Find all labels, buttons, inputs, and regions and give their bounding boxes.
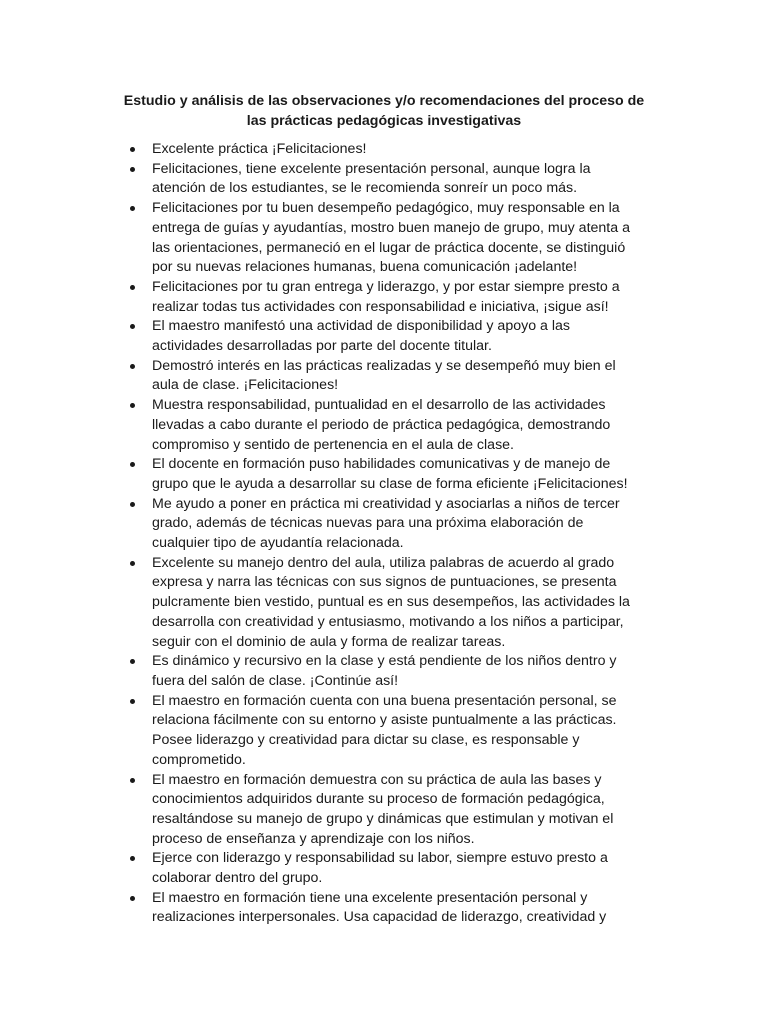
observation-item [124,140,664,160]
observation-item [124,317,664,356]
observation-item [124,652,664,691]
observation-item [124,199,664,278]
observation-text-line: Ejerce con liderazgo y responsabilidad su labor, siempre estuvo presto a [152,850,608,867]
observation-item [124,889,664,928]
observation-text-line: fuera del salón de clase. ¡Continúe así! [152,672,399,689]
observation-text-line: grupo que le ayuda a desarrollar su clase de forma eficiente ¡Felicitaciones! [152,475,628,492]
observation-text-line: El maestro manifestó una actividad de disponibilidad y apoyo a las [152,318,570,335]
observation-text-line: Muestra responsabilidad, puntualidad en el desarrollo de las actividades [152,397,606,414]
observation-item [124,455,664,494]
observation-text-line: relaciona fácilmente con su entorno y asiste puntualmente a las prácticas. [152,712,617,729]
observations-list [124,140,664,928]
observation-item [124,396,664,455]
document-title [100,92,668,131]
observation-text-line: El maestro en formación cuenta con una buena presentación personal, se [152,692,617,709]
observation-text-line: realizaciones interpersonales. Usa capacidad de liderazgo, creatividad y [152,909,607,926]
observation-text-line: El maestro en formación demuestra con su práctica de aula las bases y [152,771,602,788]
document-title-line: las prácticas pedagógicas investigativas [246,112,522,129]
observation-text-line: realizar todas tus actividades con responsabilidad e iniciativa, ¡sigue así! [152,298,609,315]
observation-text-line: comprometido. [152,751,246,768]
observation-item [124,357,664,396]
observation-text-line: seguir con el dominio de aula y forma de realizar tareas. [152,633,506,650]
document-title-line: Estudio y análisis de las observaciones y/o recomendaciones del proceso de [123,93,645,109]
observation-text-line: Excelente práctica ¡Felicitaciones! [152,141,367,157]
observation-text-line: Excelente su manejo dentro del aula, utiliza palabras de acuerdo al grado [152,554,615,571]
observation-text-line: proceso de enseñanza y aprendizaje con los niños. [152,830,475,847]
observation-text-line: Felicitaciones por tu buen desempeño pedagógico, muy responsable en la [152,200,620,217]
observation-text-line: Felicitaciones por tu gran entrega y liderazgo, y por estar siempre presto a [152,278,620,295]
observation-text-line: pulcramente bien vestido, puntual es en sus desempeños, las actividades la [152,594,630,611]
observation-text-line: colaborar dentro del grupo. [152,870,323,887]
observation-item [124,495,664,554]
observation-text-line: grado, además de técnicas nuevas para una próxima elaboración de [152,515,584,532]
observation-text-line: actividades desarrolladas por parte del docente titular. [152,338,492,355]
observation-text-line: Es dinámico y recursivo en la clase y está pendiente de los niños dentro y [152,653,617,670]
observation-text-line: desarrolla con creatividad y entusiasmo, motivando a los niños a participar, [152,613,624,630]
observation-item [124,554,664,653]
observation-text-line: las orientaciones, permaneció en el lugar de práctica docente, se distinguió [152,239,626,256]
observation-text-line: Demostró interés en las prácticas realizadas y se desempeñó muy bien el [152,357,616,374]
observation-item [124,160,664,199]
observation-text-line: entrega de guías y ayudantías, mostro buen manejo de grupo, muy atenta a [152,219,630,236]
observation-item [124,692,664,771]
observation-text-line: Me ayudo a poner en práctica mi creatividad y asociarlas a niños de tercer [152,495,620,512]
observation-text-line: El maestro en formación tiene una excelente presentación personal y [152,889,588,906]
observation-text-line: cualquier tipo de ayudantía relacionada. [152,535,404,552]
observation-text-line: por su nuevas relaciones humanas, buena comunicación ¡adelante! [152,259,578,276]
observation-text-line: atención de los estudiantes, se le recomienda sonreír un poco más. [152,180,578,197]
observation-item [124,771,664,850]
observation-text-line: El docente en formación puso habilidades comunicativas y de manejo de [152,456,611,473]
observation-text-line: Felicitaciones, tiene excelente presentación personal, aunque logra la [152,160,591,177]
observation-item [124,849,664,888]
observation-text-line: llevadas a cabo durante el periodo de práctica pedagógica, demostrando [152,416,611,433]
observation-text-line: Posee liderazgo y creatividad para dictar su clase, es responsable y [152,732,580,749]
observation-text-line: compromiso y sentido de pertenencia en el aula de clase. [152,436,514,453]
observation-text-line: resaltándose su manejo de grupo y dinámicas que estimulan y motivan el [152,810,614,827]
observation-item [124,278,664,317]
observation-text-line: aula de clase. ¡Felicitaciones! [152,377,339,394]
observation-text-line: conocimientos adquiridos durante su proceso de formación pedagógica, [152,791,605,808]
observation-text-line: expresa y narra las técnicas con sus signos de puntuaciones, se presenta [152,574,617,591]
